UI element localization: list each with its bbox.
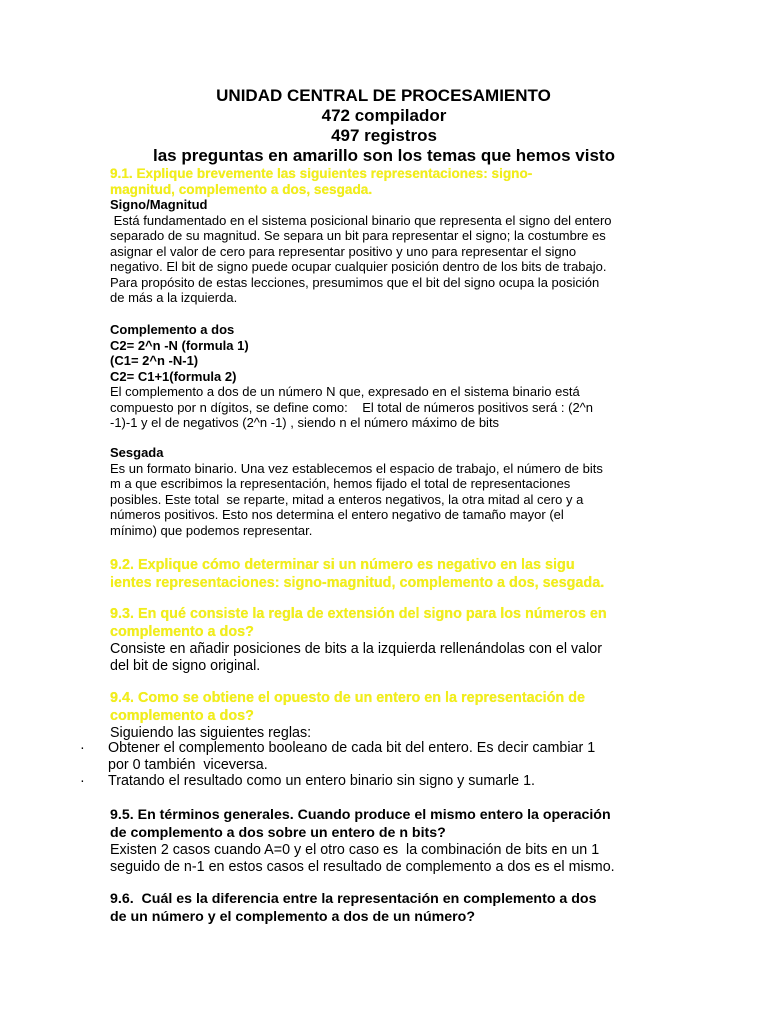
subtitle-registros: 497 registros bbox=[331, 126, 437, 145]
subtitle-note: las preguntas en amarillo son los temas que hemos visto bbox=[153, 146, 615, 165]
section-sesgada bbox=[110, 445, 670, 538]
document-title-block bbox=[0, 86, 768, 166]
bullet-icon: · bbox=[80, 773, 85, 789]
section-complemento-a-dos bbox=[110, 322, 670, 431]
paragraph-line: compuesto por n dígitos, se define como: El total de números positivos será : (2^n bbox=[110, 399, 594, 415]
bullet-icon: · bbox=[80, 740, 85, 756]
paragraph-line: separado de su magnitud. Se separa un bit para representar el signo; la costumbre es bbox=[110, 228, 606, 243]
list-item-line: Tratando el resultado como un entero binario sin signo y sumarle 1. bbox=[108, 773, 536, 789]
question-9-1-line-1: 9.1. Explique brevemente las siguientes representaciones: signo- bbox=[110, 166, 533, 181]
paragraph-line: de más a la izquierda. bbox=[110, 290, 238, 305]
paragraph-line: Es un formato binario. Una vez establecemos el espacio de trabajo, el número de bits bbox=[110, 460, 603, 476]
formula-1: C2= 2^n -N (formula 1) bbox=[110, 337, 249, 353]
section-heading: Signo/Magnitud bbox=[110, 197, 208, 212]
question-9-3 bbox=[110, 605, 670, 675]
question-9-5-line-1: 9.5. En términos generales. Cuando produce el mismo entero la operación bbox=[110, 807, 611, 823]
question-9-1-line-2: magnitud, complemento a dos, sesgada. bbox=[110, 182, 373, 197]
answer-line: Consiste en añadir posiciones de bits a la izquierda rellenándolas con el valor bbox=[110, 641, 602, 657]
list-item bbox=[78, 773, 678, 790]
paragraph-line: negativo. El bit de signo puede ocupar cualquier posición dentro de los bits de trabajo. bbox=[110, 259, 607, 274]
question-9-6-line-2: de un número y el complemento a dos de un número? bbox=[110, 909, 475, 925]
paragraph-line: asignar el valor de cero para representar positivo y uno para representar el signo bbox=[110, 243, 577, 259]
question-9-4-line-2: complemento a dos? bbox=[110, 708, 254, 724]
answer-line: del bit de signo original. bbox=[110, 658, 261, 674]
paragraph-line: números positivos. Esto nos determina el entero negativo de tamaño mayor (el bbox=[110, 507, 564, 522]
section-signo-magnitud bbox=[110, 197, 670, 306]
question-9-3-line-1: 9.3. En qué consiste la regla de extensión del signo para los números en bbox=[110, 606, 607, 622]
paragraph-line: m a que escribimos la representación, hemos fijado el total de representaciones bbox=[110, 476, 571, 491]
section-heading: Complemento a dos bbox=[110, 322, 235, 337]
paragraph-line: mínimo) que podemos representar. bbox=[110, 522, 313, 538]
subtitle-compilador: 472 compilador bbox=[321, 106, 447, 125]
paragraph-line: El complemento a dos de un número N que, expresado en el sistema binario está bbox=[110, 384, 580, 399]
paragraph-line: Para propósito de estas lecciones, presumimos que el bit del signo ocupa la posición bbox=[110, 274, 600, 290]
answer-intro: Siguiendo las siguientes reglas: bbox=[110, 725, 312, 741]
question-9-5 bbox=[110, 806, 670, 876]
document-title: UNIDAD CENTRAL DE PROCESAMIENTO bbox=[216, 86, 551, 105]
list-item-line: Obtener el complemento booleano de cada bit del entero. Es decir cambiar 1 bbox=[108, 740, 596, 756]
formula-2: C2= C1+1(formula 2) bbox=[110, 368, 237, 384]
answer-line: seguido de n-1 en estos casos el resultado de complemento a dos es el mismo. bbox=[110, 859, 615, 875]
section-heading: Sesgada bbox=[110, 445, 164, 460]
answer-line: Existen 2 casos cuando A=0 y el otro caso es la combinación de bits en un 1 bbox=[110, 842, 600, 858]
question-9-2 bbox=[110, 556, 670, 592]
paragraph-line: -1)-1 y el de negativos (2^n -1) , siendo n el número máximo de bits bbox=[110, 415, 500, 430]
question-9-4 bbox=[110, 689, 670, 742]
question-9-5-line-2: de complemento a dos sobre un entero de n bits? bbox=[110, 825, 446, 841]
question-9-4-line-1: 9.4. Como se obtiene el opuesto de un entero en la representación de bbox=[110, 690, 586, 706]
question-9-1 bbox=[110, 166, 670, 198]
paragraph-line: Está fundamentado en el sistema posicional binario que representa el signo del entero bbox=[110, 212, 612, 228]
question-9-2-line-1: 9.2. Explique cómo determinar si un número es negativo en las sigu bbox=[110, 557, 575, 573]
list-item bbox=[78, 740, 678, 774]
list-item-line: por 0 también viceversa. bbox=[108, 757, 268, 773]
question-9-6 bbox=[110, 890, 670, 926]
formula-c1: (C1= 2^n -N-1) bbox=[110, 353, 199, 368]
question-9-3-line-2: complemento a dos? bbox=[110, 624, 254, 640]
question-9-6-line-1: 9.6. Cuál es la diferencia entre la representación en complemento a dos bbox=[110, 891, 597, 907]
paragraph-line: posibles. Este total se reparte, mitad a enteros negativos, la otra mitad al cero y a bbox=[110, 491, 584, 507]
question-9-2-line-2: ientes representaciones: signo-magnitud, complemento a dos, sesgada. bbox=[110, 575, 605, 591]
